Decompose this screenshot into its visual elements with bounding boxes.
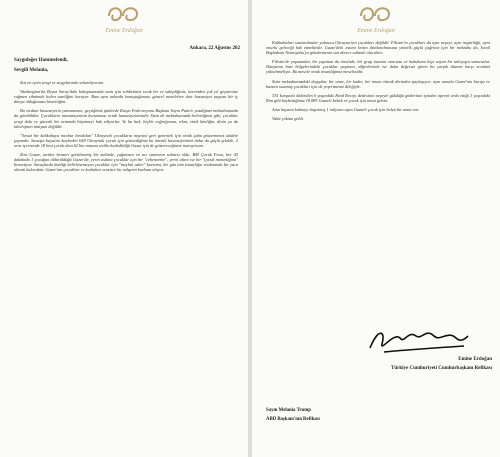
left-page-body xyxy=(14,80,238,176)
paragraph: Kahkahaları susturulanlar yalnızca Ukrayna'nın çocukları değildir. Filistin'in çocukları da aynı neşeyi, aynı özgürlüğü, aynı onurlu geleceği hak etmektedir. Gazze'deki insani krizin durdurulmasına yönelik güçlü çağrınız için bir mektubu da, İsrail Başbakanı Netanyahu'ya göndermeniz son derece anlamlı olacaktır. xyxy=(266,40,490,56)
monogram-logo-icon xyxy=(353,2,399,28)
letterhead-signature-text: Emine Erdoğan xyxy=(105,28,143,34)
paragraph: "Sessiz bir kahkahaya mecbur bırakılan" Ukraynalı çocukların neşesini geri getirmek için ortak çaba göstermeniz takdire şayandır. Savaşta hayatını kaybeden 648 Ukraynalı çocuk için gösterdiğiniz bu önemli hassasiyetinizi daha da güçlü şekilde, 2 sene içerisinde 18 bini çocuk olan 62 bin masum sivilin katledildiği Gazze için de göstereceğinize inanıyorum. xyxy=(14,132,238,148)
paragraph: Vakit çoktan geldi. xyxy=(272,116,304,122)
letter-page-left xyxy=(0,0,248,457)
letterhead-logo xyxy=(252,2,500,34)
paragraph: Washington'da Beyaz Saray'daki buluşmamızda sizin için sohbetimiz sıcak bir ev sahipliğiniz, üzerinden çok yıl geçmesine rağmen zihnimde halen tazeliğini koruyor. Bazı aynı anlarda konuştuğumuz, güncel meselelere dair hassasiyet taşıyan bir iç dünya olduğunuzu hissettiğim. xyxy=(14,89,238,105)
right-page-body xyxy=(266,40,490,125)
paragraph: Sizin mektubunuzdaki duygular, bir anne, bir kadın, bir insan olarak derinden paylaşıyor; aynı umudu Gazze'nin barışa ve huzura susamış çocukları için de yeşertmeniz dileğiyle. xyxy=(266,78,490,89)
monogram-logo-icon xyxy=(101,2,147,28)
letterhead-logo xyxy=(0,2,248,34)
paragraph: Zira Gazze, tarihte benzeri görülmemiş bir zulümle, çağımızın en acı sınavının sahnesi oldu. BM Çocuk Fonu, her 45 dakikada 1 çocuğun öldürüldüğü Gazze'de, yerin üstünü çocuklar için bir "cehenneme", yerin altını ise bir "çocuk mezarlığına" benzetiyor. Savaşlarda kimliği belirlenemeyen çocuklar için "meçhul asker" kavramı, bir gün tüm insanlığın vicdanında bir yara olarak kalacaktır. Gazze'nin çocukları ve kadınları sessizce bu vahşetin kurbanı oluyor. xyxy=(14,152,238,173)
letter-date: Ankara, 22 Ağustos 202 xyxy=(189,46,240,51)
letterhead-signature-text: Emine Erdoğan xyxy=(357,28,395,34)
recipient-name: Sayın Melania Trump xyxy=(266,408,311,413)
salutation: Saygıdeğer Hanımefendi, xyxy=(14,58,68,63)
recipient-title: ABD Başkanı'nın Refikası xyxy=(266,417,320,422)
paragraph: Filistin'de yaşananlar, bir yaşamın da ötesinde, bir grup insanın onurunu ve hukukunu hiçe sayan bir anlayışın sonucudur. Dünyanın bazı bölgelerindeki çocuklar yaşamın, diğerlerinde ise daha değersiz gören bu çarpık düzene karşı sesimizi yükseltmeliyiz. Bu mesele ortak insanlığımız meselesidir. xyxy=(266,59,490,75)
signature-icon xyxy=(364,322,474,358)
greeting: Sevgili Melania, xyxy=(14,68,49,73)
signer-title: Türkiye Cumhuriyeti Cumhurbaşkanı Refikası xyxy=(391,366,492,371)
paragraph: Ama hayatta kalmayı başarmış 1 milyonu aşan Gazzeli çocuk için halen bir umut var. xyxy=(272,106,420,112)
paragraph: Sizi en içten sevgi ve saygılarımla selamlıyorum. xyxy=(20,80,104,85)
paragraph: 335 kurşunla öldürülen 6 yaşındaki Hind Recep, dedesinin neşeyle güldüğü gözlerinin içinden öperek veda ettiği 3 yaşındaki Rim gibi kaybettiğimiz 18.885 Gazzeli bebek ve çocuk için umut gelsin. xyxy=(266,92,490,103)
paragraph: Bu vicdani hassasiyetin yansımasını, geçtiğimiz günlerde Rusya Federasyonu Başkanı Sayın Putin'e yazdığınız mektubunuzda da görebildim. Çocukların masumiyetinin korunması ortak hassasiyetimizdir. Sizin de mektubunuzda belirttiğiniz gibi, çocuklar sevgi dolu ve güvenli bir ortamda büyümeyi hak ediyorlar. Ve bu hak, hiçbir coğrafyanın, ırkın, etnik kimliğin, dinin ya da ideolojinin imtiyazı değildir. xyxy=(14,108,238,129)
letter-page-right xyxy=(252,0,500,457)
signer-name: Emine Erdoğan xyxy=(458,357,492,362)
